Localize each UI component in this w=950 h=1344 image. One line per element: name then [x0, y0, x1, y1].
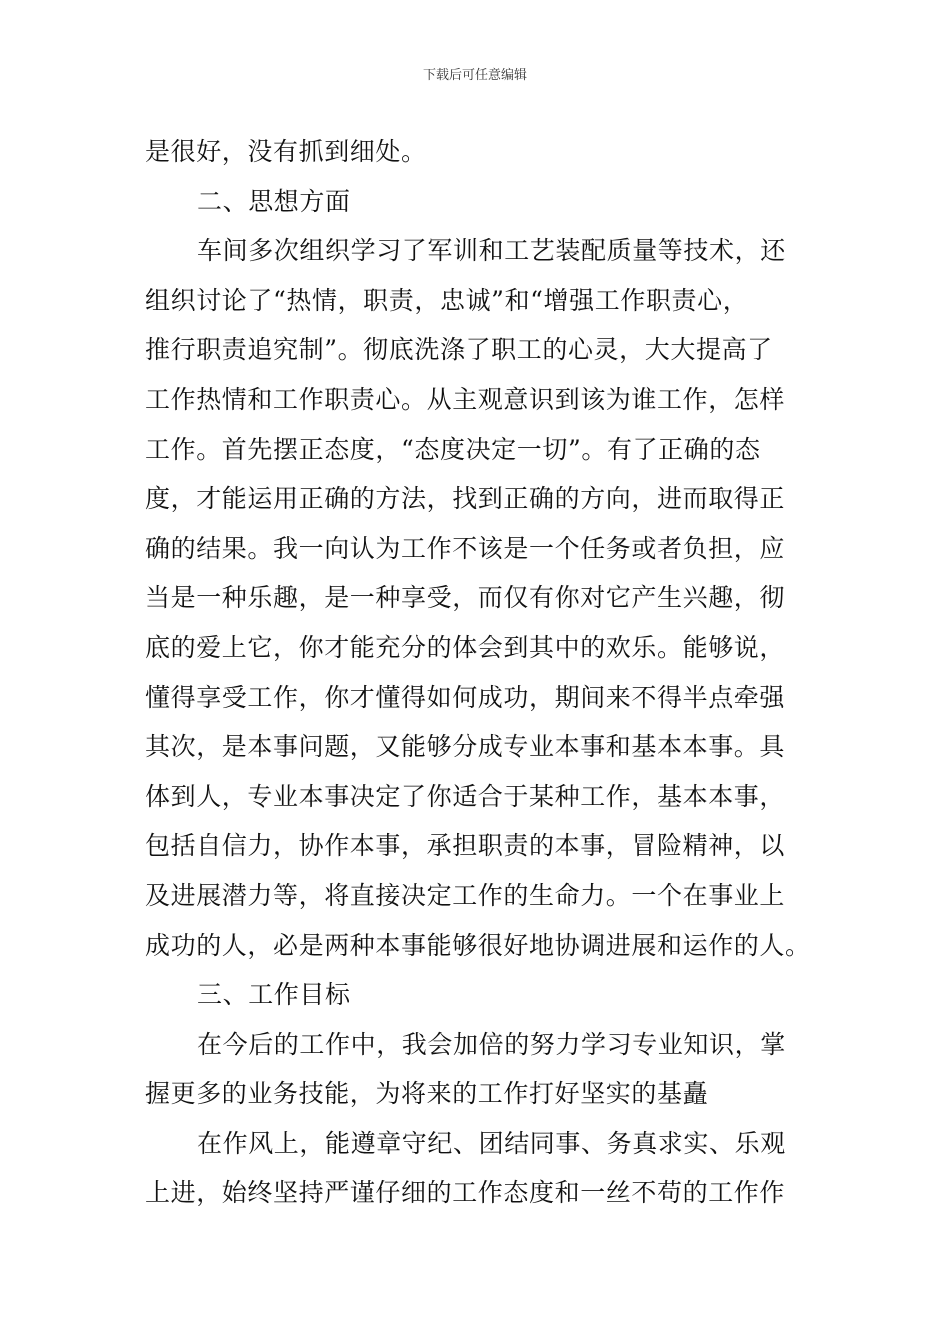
text-line: 推行职责追究制”。彻底洗涤了职工的心灵，大大提高了 [145, 335, 773, 365]
text-line: 车间多次组织学习了军训和工艺装配质量等技术，还 [197, 236, 786, 266]
text-line: 度，才能运用正确的方法，找到正确的方向，进而取得正 [145, 484, 786, 514]
text-line: 是很好，没有抓到细处。 [145, 137, 427, 166]
text-line: 在作风上，能遵章守纪、团结同事、务真求实、乐观 [197, 1128, 786, 1158]
section-heading: 三、工作目标 [197, 980, 351, 1010]
text-line: 懂得享受工作，你才懂得如何成功，期间来不得半点牵强 [145, 682, 786, 712]
text-line: 其次，是本事问题，又能够分成专业本事和基本本事。具 [145, 732, 786, 762]
page-header: 下载后可任意编辑 [422, 68, 527, 83]
text-line: 底的爱上它，你才能充分的体会到其中的欢乐。能够说， [145, 632, 786, 662]
text-line: 包括自信力，协作本事，承担职责的本事，冒险精神，以 [145, 831, 786, 861]
text-line: 确的结果。我一向认为工作不该是一个任务或者负担，应 [145, 533, 786, 563]
text-line: 上进，始终坚持严谨仔细的工作态度和一丝不苟的工作作 [145, 1178, 786, 1208]
text-line: 及进展潜力等，将直接决定工作的生命力。一个在事业上 [145, 880, 786, 910]
text-line: 在今后的工作中，我会加倍的努力学习专业知识，掌 [197, 1029, 786, 1059]
text-line: 当是一种乐趣，是一种享受，而仅有你对它产生兴趣，彻 [145, 583, 786, 613]
text-line: 握更多的业务技能，为将来的工作打好坚实的基矗 [145, 1079, 709, 1109]
text-line: 体到人，专业本事决定了你适合于某种工作，基本本事， [145, 781, 786, 811]
text-line: 工作热情和工作职责心。从主观意识到该为谁工作，怎样 [145, 384, 786, 414]
text-line: 工作。首先摆正态度，“态度决定一切”。有了正确的态 [145, 434, 761, 464]
document-body [145, 127, 809, 1218]
text-line: 成功的人，必是两种本事能够很好地协调进展和运作的人。 [145, 930, 811, 960]
section-heading: 二、思想方面 [197, 186, 351, 216]
text-line: 组织讨论了“热情，职责，忠诚”和“增强工作职责心， [145, 285, 749, 315]
